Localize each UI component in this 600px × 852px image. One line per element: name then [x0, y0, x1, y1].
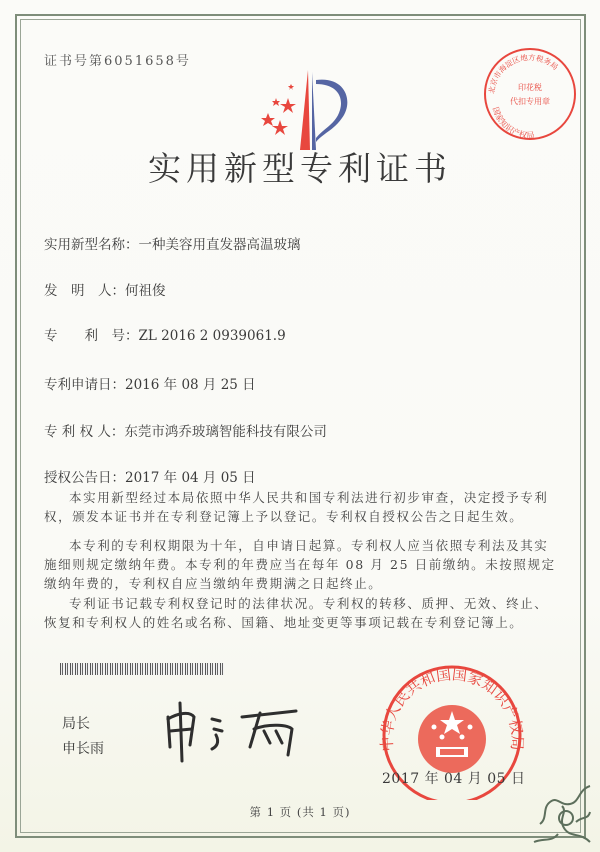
field-inventor — [44, 279, 166, 299]
field-label: 专利申请日： — [44, 377, 125, 393]
field-value: 何祖俊 — [125, 283, 166, 299]
page-title: 实用新型专利证书 — [148, 149, 452, 188]
barcode — [60, 663, 224, 675]
paragraph-legal-status: 专利证书记载专利权登记时的法律状况。专利权的转移、质押、无效、终止、恢复和专利权人的姓名或名称、国籍、地址变更等事项记载在专利登记簿上。 — [44, 596, 549, 630]
director-title: 局长 — [62, 716, 90, 732]
field-value: ZL 2016 2 0939061.9 — [138, 328, 286, 344]
paragraph-grant: 本实用新型经过本局依照中华人民共和国专利法进行初步审查，决定授予专利权，颁发本证书并在专利登记簿上予以登记。专利权自授权公告之日起生效。 — [44, 490, 549, 524]
field-label: 实用新型名称： — [44, 237, 139, 253]
seal-date: 2017 年 04 月 05 日 — [382, 771, 526, 787]
svg-text:印花税: 印花税 — [518, 83, 542, 92]
paragraph-term: 本专利的专利权期限为十年，自申请日起算。专利权人应当依照专利法及其实施细则规定缴纳年费。本专利的年费应当在每年 08 月 25 日前缴纳。未按照规定缴纳年费的，专利权自应当缴纳年费期满之日起终止。 — [44, 538, 556, 591]
field-label: 发 明 人： — [44, 283, 125, 299]
director-name: 申长雨 — [62, 741, 104, 757]
field-grant-date — [44, 466, 256, 486]
field-patent-number — [44, 324, 286, 344]
svg-text:中华人民共和国国家知识产权局: 中华人民共和国国家知识产权局 — [377, 665, 527, 753]
tax-stamp-icon — [480, 44, 580, 144]
field-filing-date — [44, 373, 256, 393]
field-patentee — [44, 420, 327, 440]
field-value: 2017 年 04 月 05 日 — [125, 470, 256, 486]
page-indicator: 第 1 页 (共 1 页) — [249, 805, 351, 819]
field-label: 授权公告日： — [44, 470, 125, 486]
svg-text:代扣专用章: 代扣专用章 — [510, 97, 550, 106]
svg-text:北京市海淀区地方税务局: 北京市海淀区地方税务局 — [486, 52, 560, 95]
signature-icon — [160, 695, 305, 765]
field-utility-model-name — [44, 233, 301, 253]
field-value: 一种美容用直发器高温玻璃 — [138, 237, 301, 253]
certificate-number: 证书号第6051658号 — [44, 54, 191, 69]
field-label: 专 利 号： — [44, 328, 139, 344]
field-label: 专 利 权 人： — [44, 424, 125, 440]
svg-text:国家知识产权局: 国家知识产权局 — [490, 105, 535, 141]
field-value: 东莞市鸿乔玻璃智能科技有限公司 — [124, 424, 327, 440]
field-value: 2016 年 08 月 25 日 — [125, 377, 256, 393]
